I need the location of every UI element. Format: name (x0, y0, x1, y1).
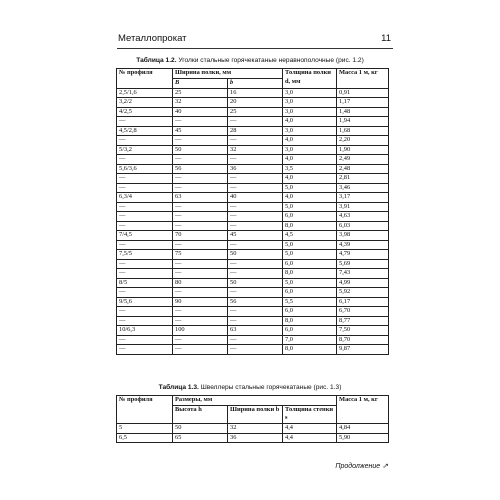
table-cell: 3,0 (283, 98, 337, 108)
table-cell: — (173, 316, 228, 326)
table-cell: 1,94 (337, 117, 389, 127)
table-cell: 6,0 (283, 326, 337, 336)
table-cell: 3,0 (283, 126, 337, 136)
table-row (117, 307, 389, 317)
table-cell: 1,48 (337, 107, 389, 117)
table-row (117, 88, 389, 98)
table-row (117, 259, 389, 269)
table-cell: 6,17 (337, 297, 389, 307)
table-cell: 10/6,3 (117, 326, 173, 336)
table-cell: 4,0 (283, 174, 337, 184)
col-header-dimensions: Размеры, мм (173, 396, 337, 406)
table-cell: 6,3/4 (117, 193, 173, 203)
table-cell: 3,0 (283, 88, 337, 98)
table-cell: — (117, 288, 173, 298)
table-row (117, 288, 389, 298)
table-cell: — (173, 269, 228, 279)
table-row (117, 345, 389, 355)
table-cell: — (117, 136, 173, 146)
table-cell: 9,87 (337, 345, 389, 355)
table-cell: — (117, 307, 173, 317)
table-row (117, 231, 389, 241)
table-row (117, 155, 389, 165)
table-row (117, 278, 389, 288)
table-cell: 5,0 (283, 240, 337, 250)
table-cell: 5 (117, 424, 173, 434)
table-cell: — (173, 259, 228, 269)
table-cell: — (228, 240, 283, 250)
table-cell: 6,5 (117, 433, 173, 443)
table-cell: 56 (173, 164, 228, 174)
col-header-profile: № профиля (117, 396, 173, 424)
table-row (117, 136, 389, 146)
col-header-mass: Масса 1 м, кг (337, 69, 389, 89)
table-row (117, 326, 389, 336)
table-cell: 4,84 (337, 424, 389, 434)
table-cell: — (173, 136, 228, 146)
table-cell: 2,48 (337, 164, 389, 174)
table-cell: 7,43 (337, 269, 389, 279)
table-cell: 4,0 (283, 193, 337, 203)
table-row (117, 297, 389, 307)
table-cell: 80 (173, 278, 228, 288)
table-cell: 4,79 (337, 250, 389, 260)
table-cell: 4,4 (283, 424, 337, 434)
table-row (117, 98, 389, 108)
table-cell: 6,70 (337, 307, 389, 317)
table-cell: 5,6/3,6 (117, 164, 173, 174)
col-header-mass: Масса 1 м, кг (337, 396, 389, 424)
table-cell: 5,0 (283, 250, 337, 260)
table-cell: 4,5 (283, 231, 337, 241)
table-row (117, 433, 389, 443)
table-cell: 4,0 (283, 117, 337, 127)
table-row (117, 335, 389, 345)
table-cell: 8,0 (283, 345, 337, 355)
table-cell: 4,0 (283, 155, 337, 165)
table-cell: — (173, 288, 228, 298)
table-row (117, 269, 389, 279)
table-cell: 65 (173, 433, 228, 443)
table-cell: — (228, 307, 283, 317)
table-cell: 7,5/5 (117, 250, 173, 260)
table-cell: 8,77 (337, 316, 389, 326)
table-cell: — (117, 155, 173, 165)
table-cell: — (117, 183, 173, 193)
table-row (117, 126, 389, 136)
subheader-flange-width: Ширина полки b (228, 406, 283, 424)
subheader-b: b (228, 79, 283, 89)
table-cell: — (173, 117, 228, 127)
table-cell: 5,92 (337, 288, 389, 298)
table-cell: — (228, 212, 283, 222)
table-row (117, 240, 389, 250)
table-cell: 6,0 (283, 212, 337, 222)
table-cell: — (117, 335, 173, 345)
table-cell: 8,70 (337, 335, 389, 345)
table-cell: 5,0 (283, 183, 337, 193)
table-cell: — (228, 221, 283, 231)
table-cell: 3,0 (283, 145, 337, 155)
table-cell: — (117, 316, 173, 326)
table-cell: 25 (228, 107, 283, 117)
subheader-wall-thickness: Толщина стенки s (283, 406, 337, 424)
table2-caption (0, 384, 500, 391)
table-cell: — (228, 335, 283, 345)
table-cell: 4,99 (337, 278, 389, 288)
table-cell: 63 (228, 326, 283, 336)
table-cell: 2,49 (337, 155, 389, 165)
table-cell: 36 (228, 433, 283, 443)
table-row (117, 107, 389, 117)
subheader-B: B (173, 79, 228, 89)
table-row (117, 117, 389, 127)
table-cell: 7,50 (337, 326, 389, 336)
table-cell: 9/5,6 (117, 297, 173, 307)
table-cell: — (117, 240, 173, 250)
table-cell: 16 (228, 88, 283, 98)
table-cell: 5/3,2 (117, 145, 173, 155)
table-cell: — (117, 117, 173, 127)
table-row (117, 221, 389, 231)
table-cell: — (228, 183, 283, 193)
table-cell: — (228, 136, 283, 146)
table-cell: — (117, 202, 173, 212)
table-cell: 40 (173, 107, 228, 117)
table-cell: 6,0 (283, 307, 337, 317)
page-number: 11 (381, 33, 391, 44)
table-cell: — (228, 117, 283, 127)
table-cell: 45 (173, 126, 228, 136)
table-cell: 5,69 (337, 259, 389, 269)
table-cell: — (228, 269, 283, 279)
table-row (117, 250, 389, 260)
table-cell: 3,46 (337, 183, 389, 193)
table-cell: 50 (228, 278, 283, 288)
col-header-profile: № профиля (117, 69, 173, 89)
table-cell: 75 (173, 250, 228, 260)
table-cell: 4,63 (337, 212, 389, 222)
table-cell: 4,5/2,8 (117, 126, 173, 136)
table-cell: — (228, 316, 283, 326)
table-row (117, 212, 389, 222)
angles-table (116, 68, 389, 355)
table-cell: — (117, 259, 173, 269)
table-cell: 1,17 (337, 98, 389, 108)
table-cell: 45 (228, 231, 283, 241)
channels-table (116, 395, 389, 443)
table1-caption-text: Уголки стальные горячекатаные неравнополочные (рис. 1.2) (176, 57, 364, 64)
table2-caption-label: Таблица 1.3. (158, 384, 199, 391)
table-cell: 3,5 (283, 164, 337, 174)
table-cell: — (228, 202, 283, 212)
table-cell: 3,98 (337, 231, 389, 241)
table-cell: 40 (228, 193, 283, 203)
table-cell: — (117, 221, 173, 231)
table-cell: 4,39 (337, 240, 389, 250)
table-cell: 8,0 (283, 269, 337, 279)
table-cell: — (173, 174, 228, 184)
table-cell: 2,5/1,6 (117, 88, 173, 98)
table-cell: — (228, 174, 283, 184)
table-row (117, 316, 389, 326)
table-cell: — (173, 240, 228, 250)
table-cell: 8,0 (283, 221, 337, 231)
table-cell: 5,5 (283, 297, 337, 307)
table-cell: 5,90 (337, 433, 389, 443)
table-cell: — (173, 212, 228, 222)
table-cell: 50 (173, 424, 228, 434)
table-cell: 6,0 (283, 288, 337, 298)
table1-caption-label: Таблица 1.2. (136, 57, 177, 64)
table-cell: — (173, 335, 228, 345)
table-row (117, 164, 389, 174)
table-cell: 6,0 (283, 259, 337, 269)
table-cell: 7,0 (283, 335, 337, 345)
running-header (117, 33, 393, 49)
table-cell: — (117, 345, 173, 355)
table-cell: 32 (173, 98, 228, 108)
table-cell: — (173, 183, 228, 193)
table-row (117, 193, 389, 203)
table-cell: — (173, 307, 228, 317)
table-cell: — (117, 269, 173, 279)
table-row (117, 145, 389, 155)
table-cell: — (228, 345, 283, 355)
table-row (117, 174, 389, 184)
table-cell: 70 (173, 231, 228, 241)
table-cell: 20 (228, 98, 283, 108)
table-cell: 32 (228, 424, 283, 434)
table-cell: 50 (173, 145, 228, 155)
table-cell: — (228, 259, 283, 269)
table-cell: 8,0 (283, 316, 337, 326)
table-cell: 3,91 (337, 202, 389, 212)
table-cell: 28 (228, 126, 283, 136)
table-cell: 3,2/2 (117, 98, 173, 108)
table-cell: 4,4 (283, 433, 337, 443)
table-cell: — (228, 155, 283, 165)
subheader-height: Высота h (173, 406, 228, 424)
running-title: Металлопрокат (118, 33, 187, 44)
table-row (117, 202, 389, 212)
table-row (117, 424, 389, 434)
table-cell: 50 (228, 250, 283, 260)
table-cell: 5,0 (283, 202, 337, 212)
table-cell: 3,17 (337, 193, 389, 203)
table-cell: 0,91 (337, 88, 389, 98)
table-cell: — (173, 202, 228, 212)
table-cell: — (173, 345, 228, 355)
table-cell: 100 (173, 326, 228, 336)
table-cell: 5,0 (283, 278, 337, 288)
col-header-flange-width: Ширина полки, мм (173, 69, 283, 79)
col-header-thickness: Толщина полки d, мм (283, 69, 337, 89)
table-cell: 63 (173, 193, 228, 203)
table-cell: 2,81 (337, 174, 389, 184)
table2-caption-text: Швеллеры стальные горячекатаные (рис. 1.3) (198, 384, 342, 391)
table-cell: — (173, 221, 228, 231)
table-cell: — (117, 174, 173, 184)
table1-caption (0, 57, 500, 64)
table-cell: — (228, 288, 283, 298)
table-cell: — (117, 212, 173, 222)
table-cell: 6,03 (337, 221, 389, 231)
table-cell: 4,0 (283, 136, 337, 146)
table-cell: 7/4,5 (117, 231, 173, 241)
table-cell: 4/2,5 (117, 107, 173, 117)
continued-label: Продолжение ⇗ (335, 463, 388, 470)
table-cell: 1,68 (337, 126, 389, 136)
table-cell: 32 (228, 145, 283, 155)
table-cell: — (173, 155, 228, 165)
table-cell: 36 (228, 164, 283, 174)
table-cell: 25 (173, 88, 228, 98)
table-cell: 90 (173, 297, 228, 307)
table-cell: 1,90 (337, 145, 389, 155)
table-cell: 56 (228, 297, 283, 307)
table-row (117, 183, 389, 193)
table-cell: 8/5 (117, 278, 173, 288)
table-cell: 3,0 (283, 107, 337, 117)
table-cell: 2,20 (337, 136, 389, 146)
